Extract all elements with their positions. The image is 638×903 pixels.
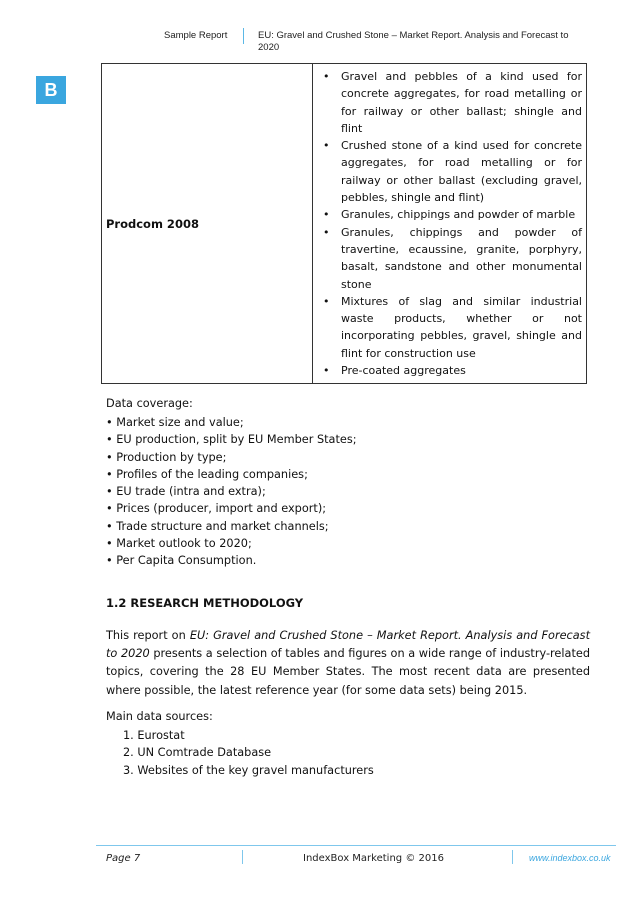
list-item: • Pre-coated aggregates: [313, 362, 582, 379]
list-item: • Mixtures of slag and similar industrial waste products, whether or not incorporating pebbles, gravel, shingle and flint for construction use: [313, 293, 582, 362]
list-item: • Prices (producer, import and export);: [106, 502, 327, 516]
footer-separator: [512, 850, 513, 864]
list-item: • Profiles of the leading companies;: [106, 467, 308, 481]
paragraph-text-after: presents a selection of tables and figures on a wide range of industry-related topics, covering the 28 EU Member States. The most recent data are presented where possible, the latest reference year (for some data sets) being 2015.: [106, 647, 590, 697]
prodcom-table: [101, 63, 587, 384]
header-report-title: EU: Gravel and Crushed Stone – Market Report. Analysis and Forecast to 2020: [258, 30, 569, 53]
list-item: • Trade structure and market channels;: [106, 519, 329, 533]
list-item: 3. Websites of the key gravel manufacturers: [123, 763, 374, 777]
table-row: [102, 64, 587, 384]
footer-copyright: IndexBox Marketing © 2016: [303, 853, 444, 864]
report-title-italic: EU: Gravel and Crushed Stone – Market Report. Analysis and Forecast to 2020: [106, 629, 591, 661]
coverage-title: Data coverage:: [106, 397, 193, 410]
sources-title: Main data sources:: [106, 710, 213, 723]
prodcom-label: Prodcom 2008: [102, 64, 313, 384]
indexbox-logo: B: [36, 76, 66, 104]
page-number: Page 7: [106, 853, 141, 864]
prodcom-items-list: [313, 68, 582, 379]
list-item: • Granules, chippings and powder of marble: [313, 206, 582, 223]
list-item: • Per Capita Consumption.: [106, 554, 257, 568]
list-item: • Production by type;: [106, 450, 227, 464]
list-item: 1. Eurostat: [123, 729, 185, 742]
list-item: • Gravel and pebbles of a kind used for concrete aggregates, for road metalling or for railway or other ballast; shingle and flint: [313, 68, 582, 137]
paragraph-text-before: This report on: [106, 629, 190, 642]
sources-list: [106, 727, 374, 779]
header-report-type: Sample Report: [164, 30, 228, 41]
list-item: • EU production, split by EU Member States;: [106, 433, 357, 447]
footer-divider: [96, 845, 616, 846]
list-item: • Market outlook to 2020;: [106, 537, 252, 551]
list-item: • Crushed stone of a kind used for concrete aggregates, for road metalling or for railway or other ballast (excluding gravel, pebbles, shingle and flint): [313, 137, 582, 206]
list-item: 2. UN Comtrade Database: [123, 746, 272, 760]
header-divider: [243, 28, 244, 44]
coverage-list: [106, 414, 357, 570]
list-item: • Granules, chippings and powder of travertine, ecaussine, granite, porphyry, basalt, sandstone and other monumental stone: [313, 224, 582, 293]
list-item: • EU trade (intra and extra);: [106, 485, 266, 499]
list-item: • Market size and value;: [106, 416, 244, 429]
footer-separator: [242, 850, 243, 864]
section-heading: 1.2 RESEARCH METHODOLOGY: [106, 596, 304, 610]
prodcom-items-cell: [313, 64, 587, 384]
footer-url-link[interactable]: www.indexbox.co.uk: [529, 853, 611, 863]
methodology-paragraph: [106, 627, 590, 700]
